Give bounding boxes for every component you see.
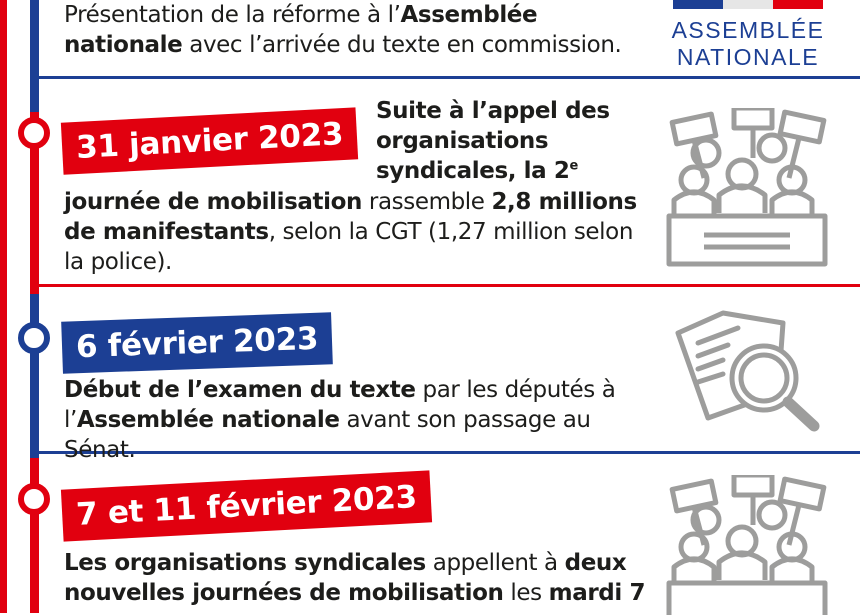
- timeline-segment: [30, 458, 39, 613]
- assemblee-nationale-logo: ASSEMBLÉE NATIONALE: [664, 0, 832, 71]
- event-description: journée de mobilisation rassemble 2,8 millions de manifestants, selon la CGT (1,27 million selon la police).: [64, 189, 637, 275]
- event-date: 6 février 2023: [61, 312, 333, 373]
- section-divider: [39, 284, 860, 287]
- event-description: Début de l’examen du texte par les députés à l’Assemblée nationale avant son passage au Sénat.: [64, 377, 616, 463]
- left-edge-bar: [0, 0, 7, 613]
- event-date: 31 janvier 2023: [61, 107, 359, 174]
- timeline-node: [18, 322, 50, 354]
- event-text-right: Suite à l’appel des organisations syndicales, la 2e: [376, 98, 610, 184]
- timeline-node: [18, 117, 50, 149]
- section-divider: [39, 76, 860, 79]
- timeline-segment: [30, 0, 39, 112]
- intro-text: Présentation de la réforme à l’Assemblée nationale avec l’arrivée du texte en commission.: [64, 2, 622, 58]
- document-magnifier-icon: [668, 298, 828, 438]
- event-description: Les organisations syndicales appellent à deux nouvelles journées de mobilisation les mardi 7: [64, 550, 646, 606]
- timeline-segment: [30, 294, 39, 458]
- protest-crowd-icon: [664, 475, 830, 615]
- protest-crowd-icon: [664, 108, 830, 268]
- event-date: 7 et 11 février 2023: [61, 470, 432, 541]
- timeline-node: [18, 483, 50, 515]
